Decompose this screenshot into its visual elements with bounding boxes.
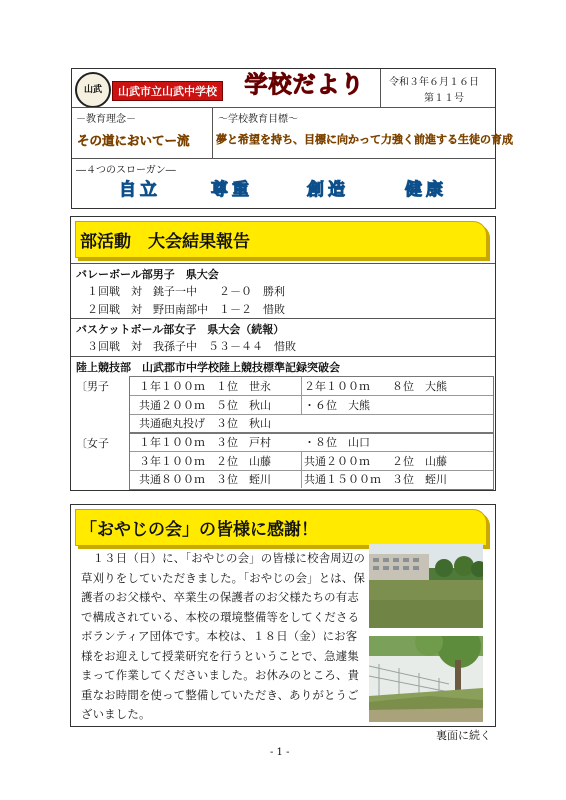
photo-school-field bbox=[369, 544, 483, 628]
page-number: - 1 - bbox=[270, 747, 290, 758]
divider bbox=[72, 107, 495, 108]
club-results-section bbox=[70, 216, 496, 491]
school-goal-value: 夢と希望を持ち、目標に向かって力強く前進する生徒の育成 bbox=[216, 133, 513, 146]
table-cell: 共通２００ｍ ５位 秋山 bbox=[139, 399, 271, 412]
table-cell: １年１００ｍ ３位 戸村 bbox=[139, 436, 271, 449]
section-title: 「おやじの会」の皆様に感謝！ bbox=[80, 520, 318, 540]
result-line: ３回戦 対 我孫子中 ５３－４４ 惜敗 bbox=[87, 340, 296, 353]
thanks-section bbox=[70, 504, 496, 727]
section-banner bbox=[75, 509, 487, 546]
school-emblem bbox=[75, 72, 111, 108]
continued-note: 裏面に続く bbox=[436, 729, 491, 742]
section-title: 部活動 大会結果報告 bbox=[80, 232, 250, 252]
track-heading: 陸上競技部 山武郡市中学校陸上競技標準記録突破会 bbox=[76, 361, 340, 374]
issue-number: 第１１号 bbox=[424, 93, 464, 104]
result-line: １回戦 対 銚子一中 ２－０ 勝利 bbox=[87, 285, 285, 298]
boys-label: 〔男子 bbox=[76, 380, 109, 393]
divider bbox=[71, 356, 495, 357]
table-cell: 共通２００ｍ ２位 山藤 bbox=[304, 455, 447, 468]
divider bbox=[71, 318, 495, 319]
slogan-respect: 尊重 bbox=[211, 180, 253, 200]
section-banner bbox=[75, 221, 487, 258]
slogan-creativity: 創造 bbox=[307, 180, 349, 200]
school-goal-label: ～学校教育目標～ bbox=[218, 114, 298, 125]
table-cell: 共通８００ｍ ３位 蛭川 bbox=[139, 473, 271, 486]
school-name: 山武市立山武中学校 bbox=[112, 81, 223, 101]
slogan-health: 健康 bbox=[405, 180, 447, 200]
divider bbox=[380, 69, 381, 107]
divider bbox=[212, 107, 213, 158]
table-cell: １年１００ｍ １位 世永 bbox=[139, 380, 271, 393]
newsletter-header bbox=[71, 68, 513, 209]
table-cell: ３年１００ｍ ２位 山藤 bbox=[139, 455, 271, 468]
table-cell: ・８位 山口 bbox=[304, 436, 370, 449]
volleyball-heading: バレーボール部男子 県大会 bbox=[76, 268, 219, 281]
table-cell: ・６位 大熊 bbox=[304, 399, 370, 412]
emblem-text: 山武 bbox=[83, 84, 102, 95]
basketball-heading: バスケットボール部女子 県大会（続報） bbox=[76, 323, 285, 336]
table-cell: 共通１５００ｍ ３位 蛭川 bbox=[304, 473, 447, 486]
divider bbox=[72, 158, 495, 159]
issue-date: 令和３年６月１６日 bbox=[389, 77, 479, 88]
photo-fence-trimmed bbox=[369, 636, 483, 722]
table-cell: ２年１００ｍ ８位 大熊 bbox=[304, 380, 447, 393]
girls-label: 〔女子 bbox=[76, 437, 109, 450]
slogan-label: ―４つのスローガン― bbox=[76, 165, 176, 176]
philosophy-label: －教育理念－ bbox=[76, 114, 136, 125]
result-line: ２回戦 対 野田南部中 １－２ 惜敗 bbox=[87, 303, 285, 316]
philosophy-value: その道においてー流 bbox=[77, 133, 190, 148]
table-cell: 共通砲丸投げ ３位 秋山 bbox=[139, 417, 271, 430]
article-text: １３日（日）に、「おやじの会」の皆様に校舎周辺の草刈りをしていただきました。「おやじの会」とは、保護者のお父様や、卒業生の保護者のお父様たちの有志で構成されている、本校の環境整備等をしてくださるボランティア団体です。本校は、１８日（金）にお客様をお迎えして授業研究を行うということで、急遽集まって作業してくださいました。お休みのところ、貴重なお時間を使って整備していただき、ありがとうございました。 bbox=[81, 551, 366, 721]
slogan-independence: 自立 bbox=[119, 180, 161, 200]
divider bbox=[71, 263, 495, 264]
newsletter-title: 学校だより bbox=[244, 72, 365, 98]
